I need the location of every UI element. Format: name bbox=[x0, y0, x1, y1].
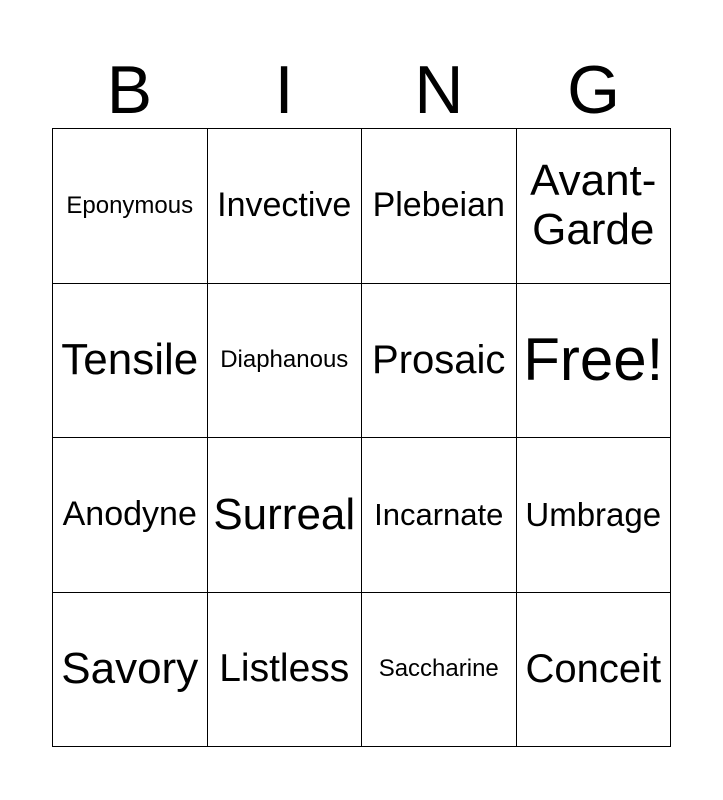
bingo-cell-eponymous[interactable] bbox=[53, 129, 208, 284]
bingo-cell-free-space[interactable] bbox=[517, 284, 672, 439]
bingo-cell-surreal[interactable] bbox=[208, 438, 363, 593]
cell-label: Tensile bbox=[61, 335, 199, 385]
bingo-cell-diaphanous[interactable] bbox=[208, 284, 363, 439]
bingo-cell-avant-garde[interactable] bbox=[517, 129, 672, 284]
cell-label: Prosaic bbox=[372, 338, 506, 383]
header-letter-b: B bbox=[106, 52, 153, 128]
header-letter-n: N bbox=[414, 52, 464, 128]
bingo-cell-umbrage[interactable] bbox=[517, 438, 672, 593]
header-letter-i: I bbox=[274, 52, 294, 128]
header-letter-g: G bbox=[567, 52, 621, 128]
cell-label: Avant-Garde bbox=[530, 156, 657, 254]
cell-label: Invective bbox=[217, 186, 352, 225]
cell-label: Saccharine bbox=[378, 655, 499, 683]
cell-label: Listless bbox=[219, 646, 350, 690]
cell-label: Diaphanous bbox=[220, 346, 349, 374]
cell-label: Plebeian bbox=[372, 186, 505, 225]
cell-label: Eponymous bbox=[66, 191, 194, 219]
cell-label: Incarnate bbox=[374, 496, 504, 532]
bingo-cell-plebeian[interactable] bbox=[362, 129, 517, 284]
bingo-cell-prosaic[interactable] bbox=[362, 284, 517, 439]
bingo-header bbox=[52, 52, 671, 128]
bingo-cell-invective[interactable] bbox=[208, 129, 363, 284]
cell-label: Savory bbox=[61, 644, 199, 694]
cell-label: Anodyne bbox=[62, 495, 197, 534]
bingo-cell-saccharine[interactable] bbox=[362, 593, 517, 748]
bingo-board bbox=[52, 128, 671, 747]
bingo-cell-incarnate[interactable] bbox=[362, 438, 517, 593]
bingo-cell-anodyne[interactable] bbox=[53, 438, 208, 593]
bingo-cell-tensile[interactable] bbox=[53, 284, 208, 439]
cell-label: Surreal bbox=[213, 489, 356, 539]
bingo-cell-listless[interactable] bbox=[208, 593, 363, 748]
cell-label: Conceit bbox=[525, 647, 662, 692]
cell-label: Free! bbox=[523, 326, 664, 394]
bingo-cell-savory[interactable] bbox=[53, 593, 208, 748]
bingo-cell-conceit[interactable] bbox=[517, 593, 672, 748]
cell-label: Umbrage bbox=[525, 495, 662, 533]
